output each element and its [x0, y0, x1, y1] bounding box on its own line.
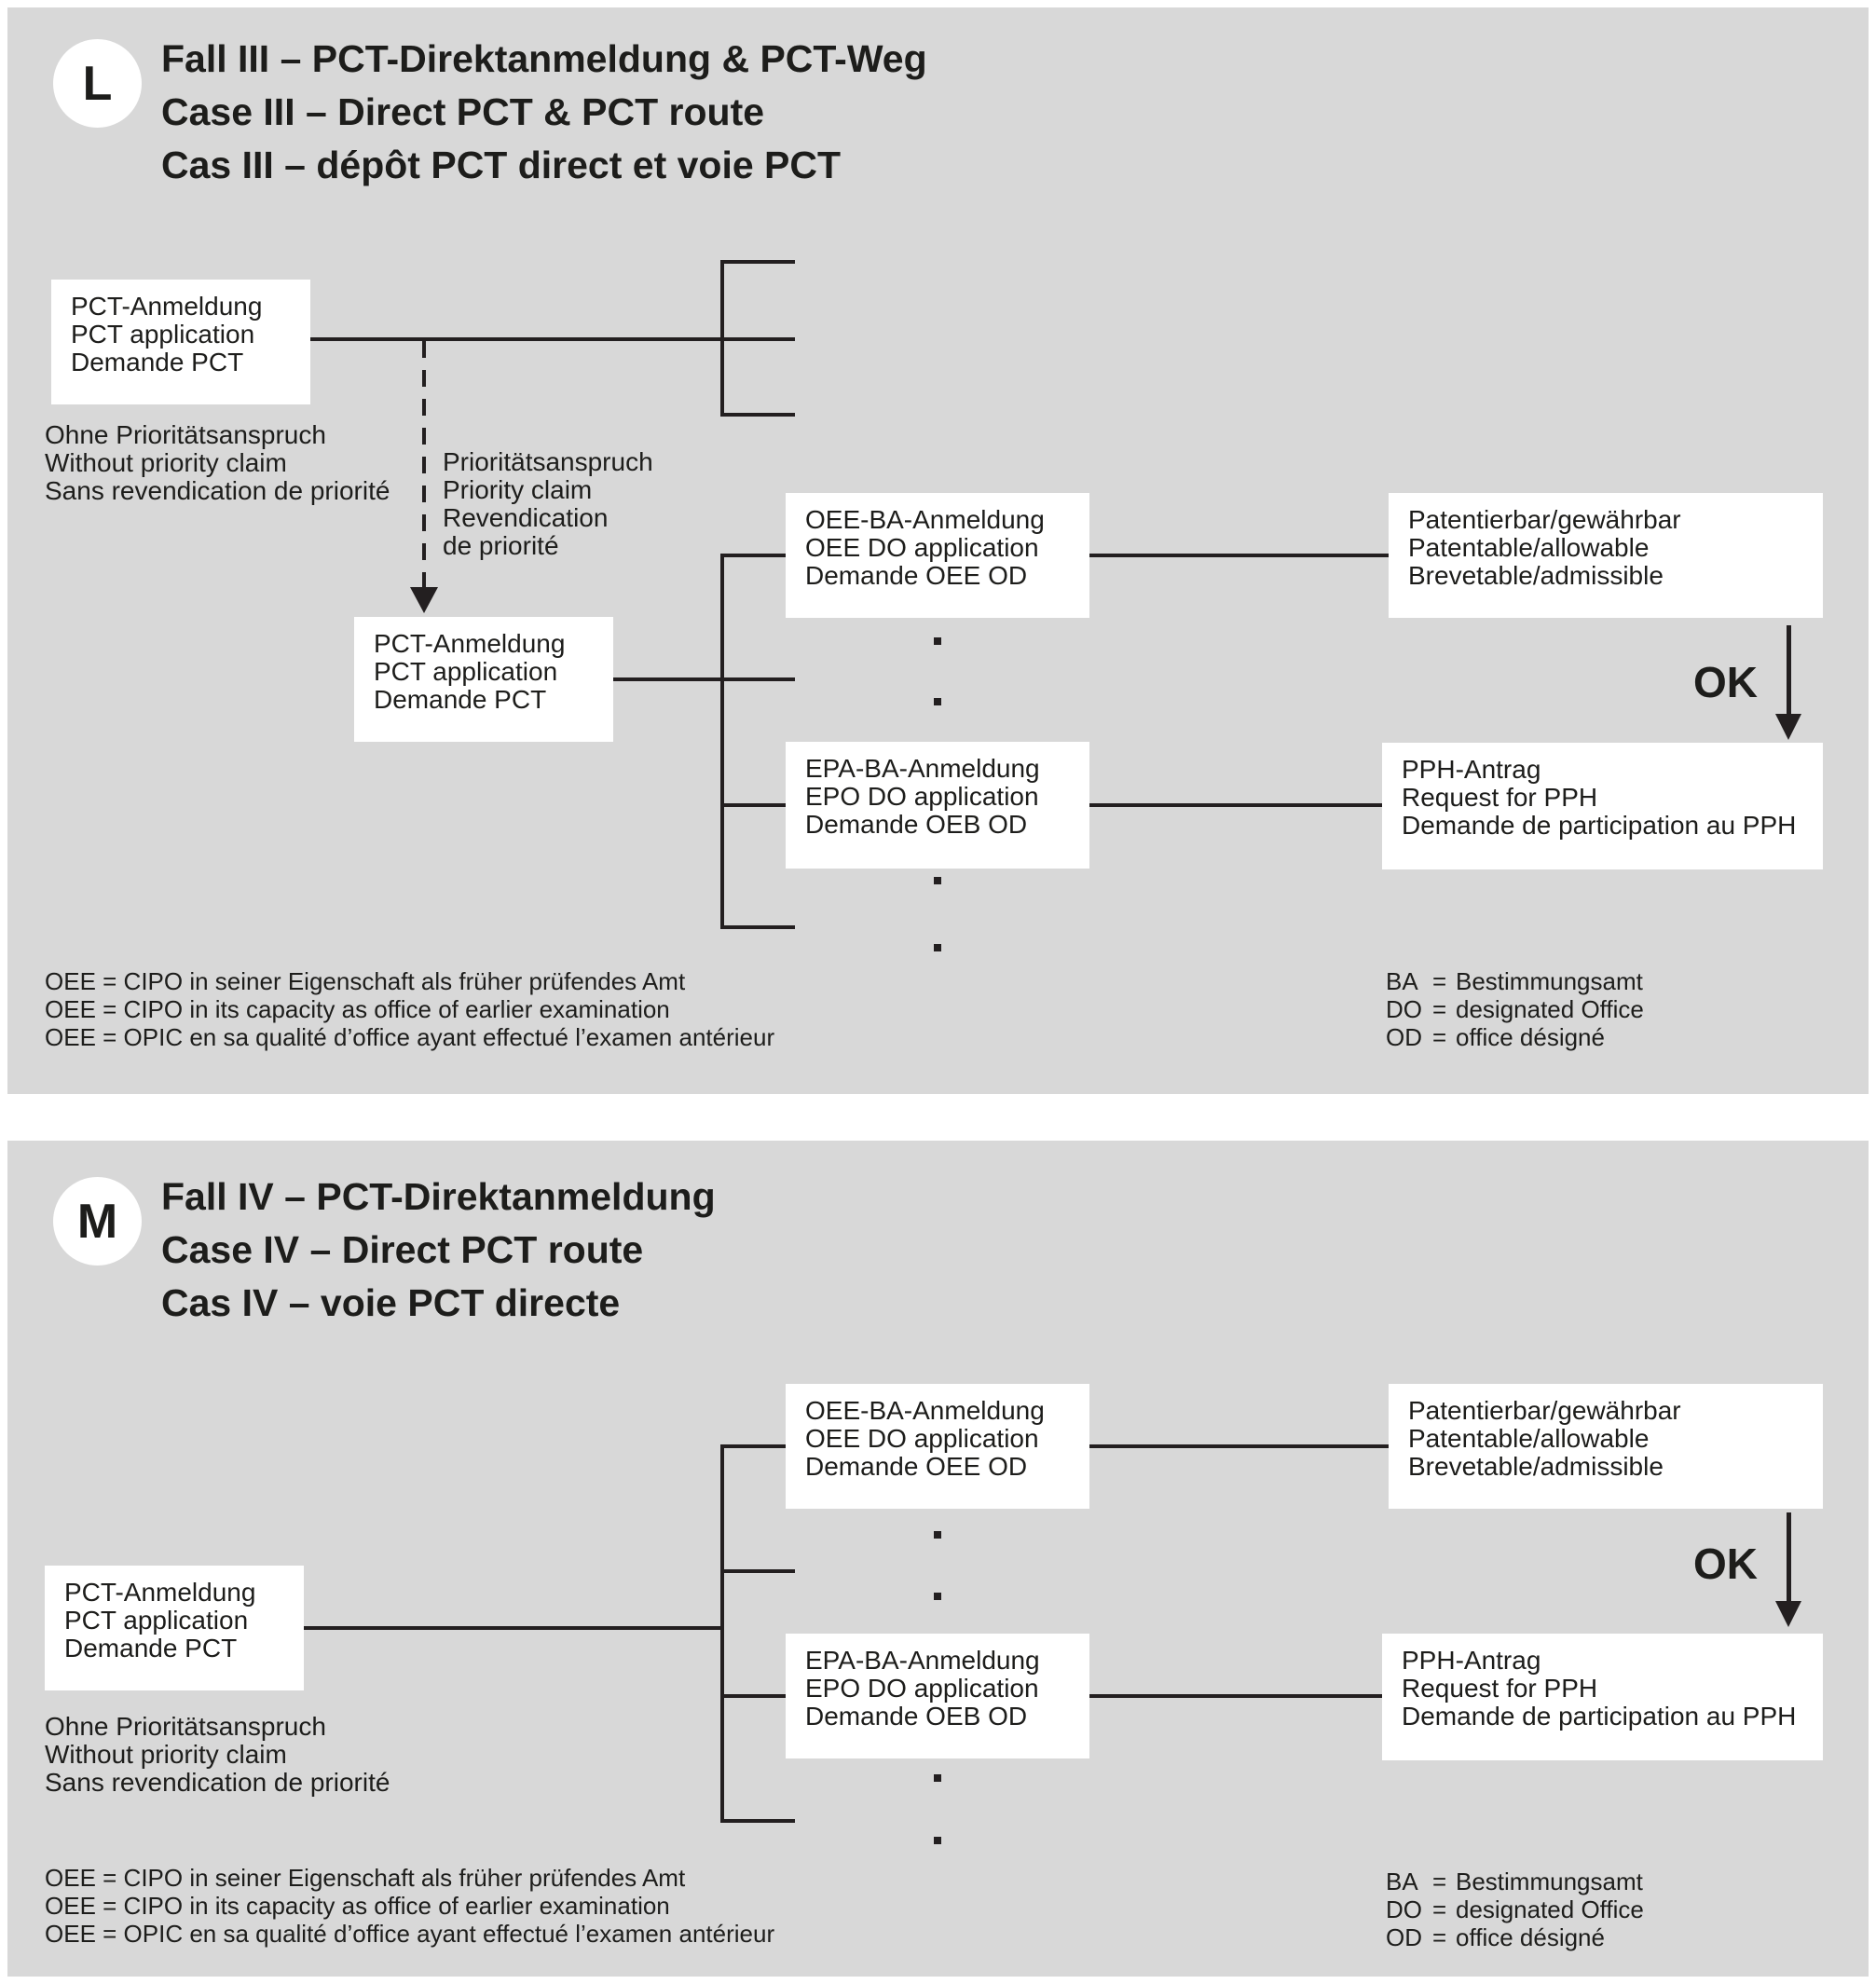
pct-application-box-1-de: PCT-Anmeldung	[71, 292, 263, 321]
priority-claim-de: Prioritätsanspruch	[443, 447, 653, 476]
oee-legend	[45, 1864, 774, 1948]
legend-eq: =	[1432, 1895, 1447, 1923]
legend-term: office désigné	[1456, 1923, 1605, 1951]
connector-pct-to-fork	[304, 1626, 724, 1630]
fork-bottom-stub	[720, 925, 795, 929]
without-priority-fr: Sans revendication de priorité	[45, 1768, 390, 1797]
ellipsis-dot	[934, 877, 941, 884]
patentable-box	[1389, 1384, 1823, 1509]
case-3-title-fr: Cas III – dépôt PCT direct et voie PCT	[161, 144, 842, 186]
oee-legend-en: OEE = CIPO in its capacity as office of earlier examination	[45, 1892, 670, 1920]
case-3-badge-letter: L	[82, 56, 113, 111]
fork-main-vertical	[720, 1444, 724, 1823]
pph-request-fr: Demande de participation au PPH	[1402, 811, 1797, 840]
case-3-badge	[53, 39, 142, 128]
pph-request-de: PPH-Antrag	[1402, 755, 1541, 784]
legend-abbr: BA	[1386, 1868, 1418, 1895]
without-priority-de: Ohne Prioritätsanspruch	[45, 1712, 326, 1741]
fork-branch-epa	[720, 1694, 795, 1698]
pct-application-box	[45, 1566, 304, 1690]
pct-application-box-2-fr: Demande PCT	[374, 685, 547, 714]
case-4-title-en: Case IV – Direct PCT route	[161, 1228, 644, 1271]
legend-eq: =	[1432, 1868, 1447, 1895]
pph-request-de: PPH-Antrag	[1402, 1646, 1541, 1675]
legend-term: designated Office	[1456, 995, 1644, 1023]
epo-do-application-box	[786, 742, 1089, 869]
without-priority-de: Ohne Prioritätsanspruch	[45, 420, 326, 449]
fork-top-stub-2	[720, 413, 795, 417]
case-4-badge-letter: M	[76, 1194, 118, 1249]
oee-legend	[45, 967, 774, 1051]
pph-request-box	[1382, 743, 1823, 869]
case-3-title	[161, 33, 927, 192]
oee-legend-de: OEE = CIPO in seiner Eigenschaft als früher prüfendes Amt	[45, 967, 686, 995]
legend-eq: =	[1432, 967, 1447, 995]
without-priority-label	[45, 421, 390, 505]
priority-claim-fr-1: Revendication	[443, 503, 609, 532]
ok-arrowhead-icon	[1775, 1601, 1801, 1627]
patentable-en: Patentable/allowable	[1408, 1424, 1650, 1453]
epo-do-application-de: EPA-BA-Anmeldung	[805, 1646, 1040, 1675]
epo-do-application-fr: Demande OEB OD	[805, 1702, 1028, 1731]
pct-application-fr: Demande PCT	[64, 1634, 238, 1662]
legend-abbr: OD	[1386, 1923, 1422, 1951]
oee-legend-fr: OEE = OPIC en sa qualité d’office ayant effectué l’examen antérieur	[45, 1920, 775, 1948]
patentable-box	[1389, 493, 1823, 618]
legend-term: designated Office	[1456, 1895, 1644, 1923]
without-priority-label	[45, 1713, 390, 1797]
fork-top-stub-1	[720, 260, 795, 264]
oee-legend-de: OEE = CIPO in seiner Eigenschaft als früher prüfendes Amt	[45, 1864, 686, 1892]
fork-middle-stub	[720, 1569, 795, 1573]
case-3-title-de: Fall III – PCT-Direktanmeldung & PCT-Weg	[161, 37, 927, 80]
without-priority-fr: Sans revendication de priorité	[45, 476, 390, 505]
pph-request-en: Request for PPH	[1402, 1674, 1598, 1703]
epo-do-application-en: EPO DO application	[805, 1674, 1039, 1703]
legend-abbr: BA	[1386, 967, 1418, 995]
fork-top-vertical	[720, 260, 724, 417]
priority-claim-label	[443, 448, 653, 560]
epo-do-application-de: EPA-BA-Anmeldung	[805, 754, 1040, 783]
fork-branch-epa	[720, 803, 795, 807]
oee-do-application-fr: Demande OEE OD	[805, 1452, 1028, 1481]
case-4-title	[161, 1170, 716, 1330]
epo-do-application-fr: Demande OEB OD	[805, 810, 1028, 839]
ellipsis-dot	[934, 1593, 941, 1600]
legend-eq: =	[1432, 1023, 1447, 1051]
abbreviation-legend	[1386, 1868, 1644, 1951]
pct-application-box-2	[354, 617, 613, 742]
connector-epa-to-pph	[1089, 1694, 1382, 1698]
ellipsis-dot	[934, 944, 941, 951]
patentable-en: Patentable/allowable	[1408, 533, 1650, 562]
ok-label: OK	[1693, 1539, 1758, 1588]
ok-arrow-line	[1787, 625, 1791, 718]
case-4-badge	[53, 1177, 142, 1266]
oee-do-application-box	[786, 1384, 1089, 1509]
oee-do-application-de: OEE-BA-Anmeldung	[805, 1396, 1045, 1425]
abbreviation-legend	[1386, 967, 1644, 1051]
case-4-title-fr: Cas IV – voie PCT directe	[161, 1281, 621, 1324]
pph-request-box	[1382, 1634, 1823, 1760]
ok-arrow-line	[1787, 1512, 1791, 1605]
ellipsis-dot	[934, 1531, 941, 1539]
ellipsis-dot	[934, 637, 941, 645]
oee-do-application-en: OEE DO application	[805, 1424, 1039, 1453]
legend-abbr: DO	[1386, 1895, 1422, 1923]
ok-arrowhead-icon	[1775, 714, 1801, 740]
legend-term: Bestimmungsamt	[1456, 1868, 1643, 1895]
legend-abbr: DO	[1386, 995, 1422, 1023]
legend-abbr: OD	[1386, 1023, 1422, 1051]
ellipsis-dot	[934, 1774, 941, 1782]
pph-request-fr: Demande de participation au PPH	[1402, 1702, 1797, 1731]
pph-request-en: Request for PPH	[1402, 783, 1598, 812]
fork-branch-oee	[720, 554, 795, 557]
priority-claim-arrowhead-icon	[410, 587, 438, 613]
patentable-fr: Brevetable/admissible	[1408, 1452, 1664, 1481]
ellipsis-dot	[934, 1837, 941, 1844]
connector-oee-to-patentable	[1089, 1444, 1389, 1448]
pct-application-de: PCT-Anmeldung	[64, 1578, 256, 1607]
patentable-de: Patentierbar/gewährbar	[1408, 1396, 1681, 1425]
oee-do-application-box	[786, 493, 1089, 618]
epo-do-application-box	[786, 1634, 1089, 1758]
legend-term: Bestimmungsamt	[1456, 967, 1643, 995]
pct-application-box-1-en: PCT application	[71, 320, 255, 349]
pct-application-en: PCT application	[64, 1606, 249, 1635]
pct-application-box-1-fr: Demande PCT	[71, 348, 244, 376]
ellipsis-dot	[934, 698, 941, 705]
case-3-title-en: Case III – Direct PCT & PCT route	[161, 90, 765, 133]
without-priority-en: Without priority claim	[45, 1740, 287, 1769]
patentable-fr: Brevetable/admissible	[1408, 561, 1664, 590]
fork-bottom-stub	[720, 1819, 795, 1823]
ok-label: OK	[1693, 658, 1758, 706]
patentable-de: Patentierbar/gewährbar	[1408, 505, 1681, 534]
oee-do-application-de: OEE-BA-Anmeldung	[805, 505, 1045, 534]
panel-case-4	[7, 1141, 1869, 1977]
legend-eq: =	[1432, 1923, 1447, 1951]
connector-pct2-to-fork	[613, 677, 795, 681]
epo-do-application-en: EPO DO application	[805, 782, 1039, 811]
oee-legend-fr: OEE = OPIC en sa qualité d’office ayant effectué l’examen antérieur	[45, 1023, 775, 1051]
legend-term: office désigné	[1456, 1023, 1605, 1051]
fork-branch-oee	[720, 1444, 795, 1448]
oee-legend-en: OEE = CIPO in its capacity as office of earlier examination	[45, 995, 670, 1023]
panel-case-3	[7, 7, 1869, 1094]
case-4-title-de: Fall IV – PCT-Direktanmeldung	[161, 1175, 716, 1218]
priority-claim-en: Priority claim	[443, 475, 593, 504]
priority-claim-fr-2: de priorité	[443, 531, 559, 560]
pct-application-box-1	[51, 280, 310, 404]
legend-eq: =	[1432, 995, 1447, 1023]
priority-claim-dashed-line	[422, 341, 426, 587]
fork-main-vertical	[720, 554, 724, 929]
without-priority-en: Without priority claim	[45, 448, 287, 477]
connector-epa-to-pph	[1089, 803, 1382, 807]
oee-do-application-en: OEE DO application	[805, 533, 1039, 562]
pct-application-box-2-de: PCT-Anmeldung	[374, 629, 566, 658]
connector-oee-to-patentable	[1089, 554, 1389, 557]
pct-application-box-2-en: PCT application	[374, 657, 558, 686]
oee-do-application-fr: Demande OEE OD	[805, 561, 1028, 590]
